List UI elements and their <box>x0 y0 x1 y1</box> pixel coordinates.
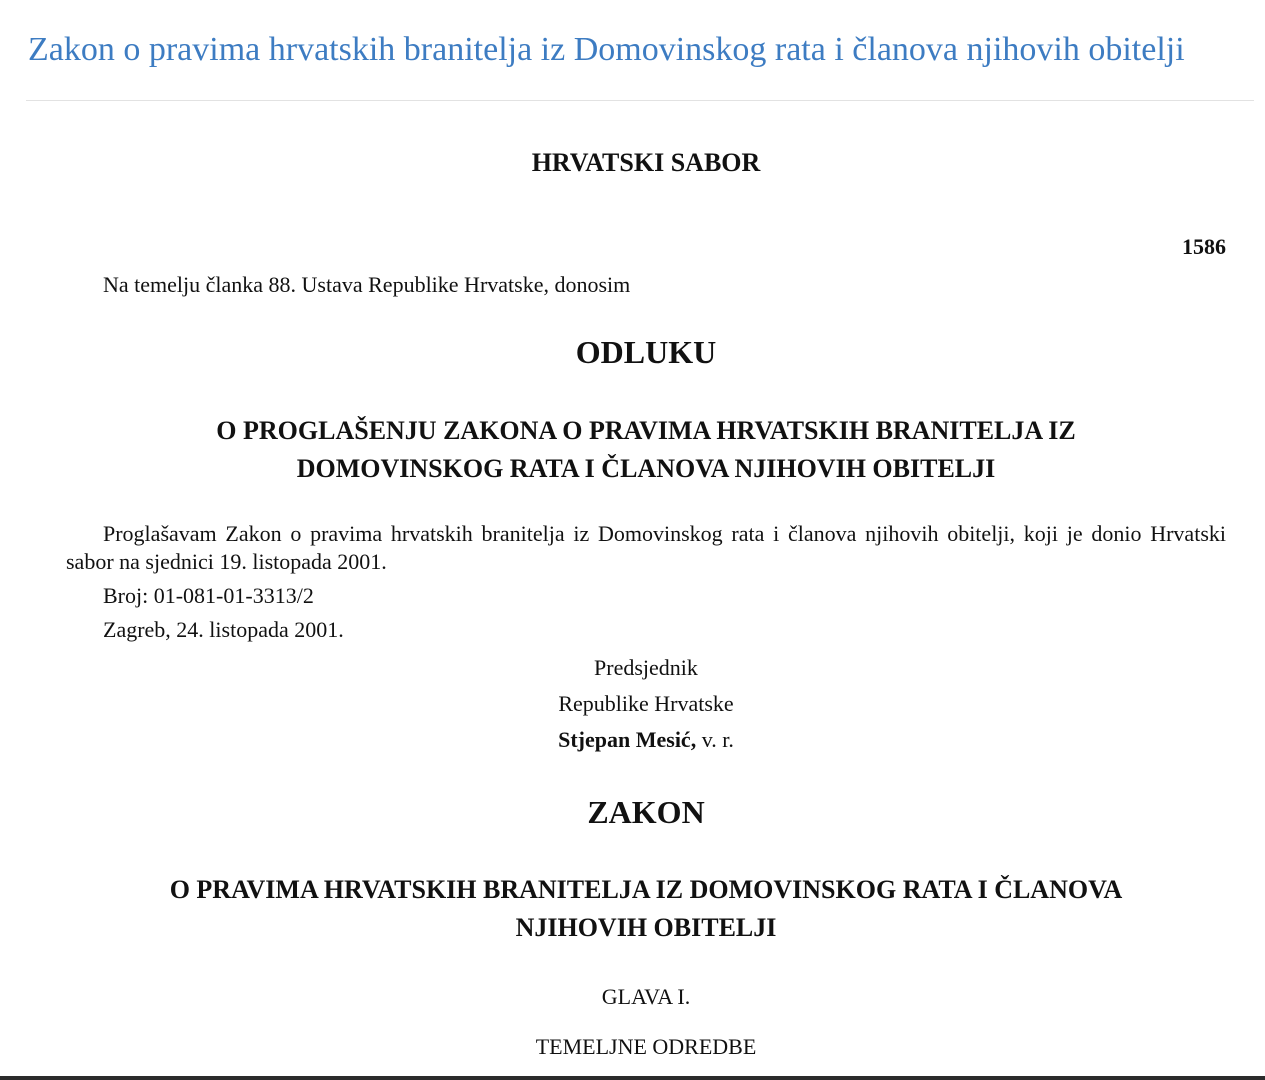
chapter-number: GLAVA I. <box>601 984 691 1009</box>
place-and-date: Zagreb, 24. listopada 2001. <box>103 617 344 642</box>
signature-title-line-1: Predsjednik <box>594 655 698 680</box>
signature-name-line <box>66 722 1226 758</box>
law-heading: ZAKON <box>587 794 705 830</box>
signature-suffix: v. r. <box>696 727 734 752</box>
window-bottom-edge <box>0 1076 1265 1080</box>
document-number: 1586 <box>1182 234 1226 259</box>
decision-subheading-line-1: O PROGLAŠENJU ZAKONA O PRAVIMA HRVATSKIH BRANITELJA IZ <box>216 416 1076 445</box>
title-divider <box>26 100 1254 101</box>
law-subheading <box>66 871 1226 947</box>
proclamation-paragraph: Proglašavam Zakon o pravima hrvatskih branitelja iz Domovinskog rata i članova njihovih obitelji, koji je donio Hrvatski sabor na sjednici 19. listopada 2001. <box>66 521 1226 574</box>
decision-subheading-line-2: DOMOVINSKOG RATA I ČLANOVA NJIHOVIH OBITELJI <box>296 454 996 483</box>
intro-paragraph: Na temelju članka 88. Ustava Republike Hrvatske, donosim <box>103 272 631 297</box>
decision-subheading <box>66 412 1226 488</box>
law-subheading-line-2: NJIHOVIH OBITELJI <box>515 913 777 942</box>
signatory-name: Stjepan Mesić, <box>558 727 697 752</box>
chapter-title: TEMELJNE ODREDBE <box>535 1034 757 1059</box>
document-reference-number: Broj: 01-081-01-3313/2 <box>103 583 314 608</box>
issuer-heading: HRVATSKI SABOR <box>531 148 761 177</box>
signature-title-line-2: Republike Hrvatske <box>558 691 734 716</box>
decision-heading: ODLUKU <box>575 334 717 370</box>
law-subheading-line-1: O PRAVIMA HRVATSKIH BRANITELJA IZ DOMOVINSKOG RATA I ČLANOVA <box>169 875 1123 904</box>
page-title: Zakon o pravima hrvatskih branitelja iz Domovinskog rata i članova njihovih obitelji <box>28 31 1185 68</box>
